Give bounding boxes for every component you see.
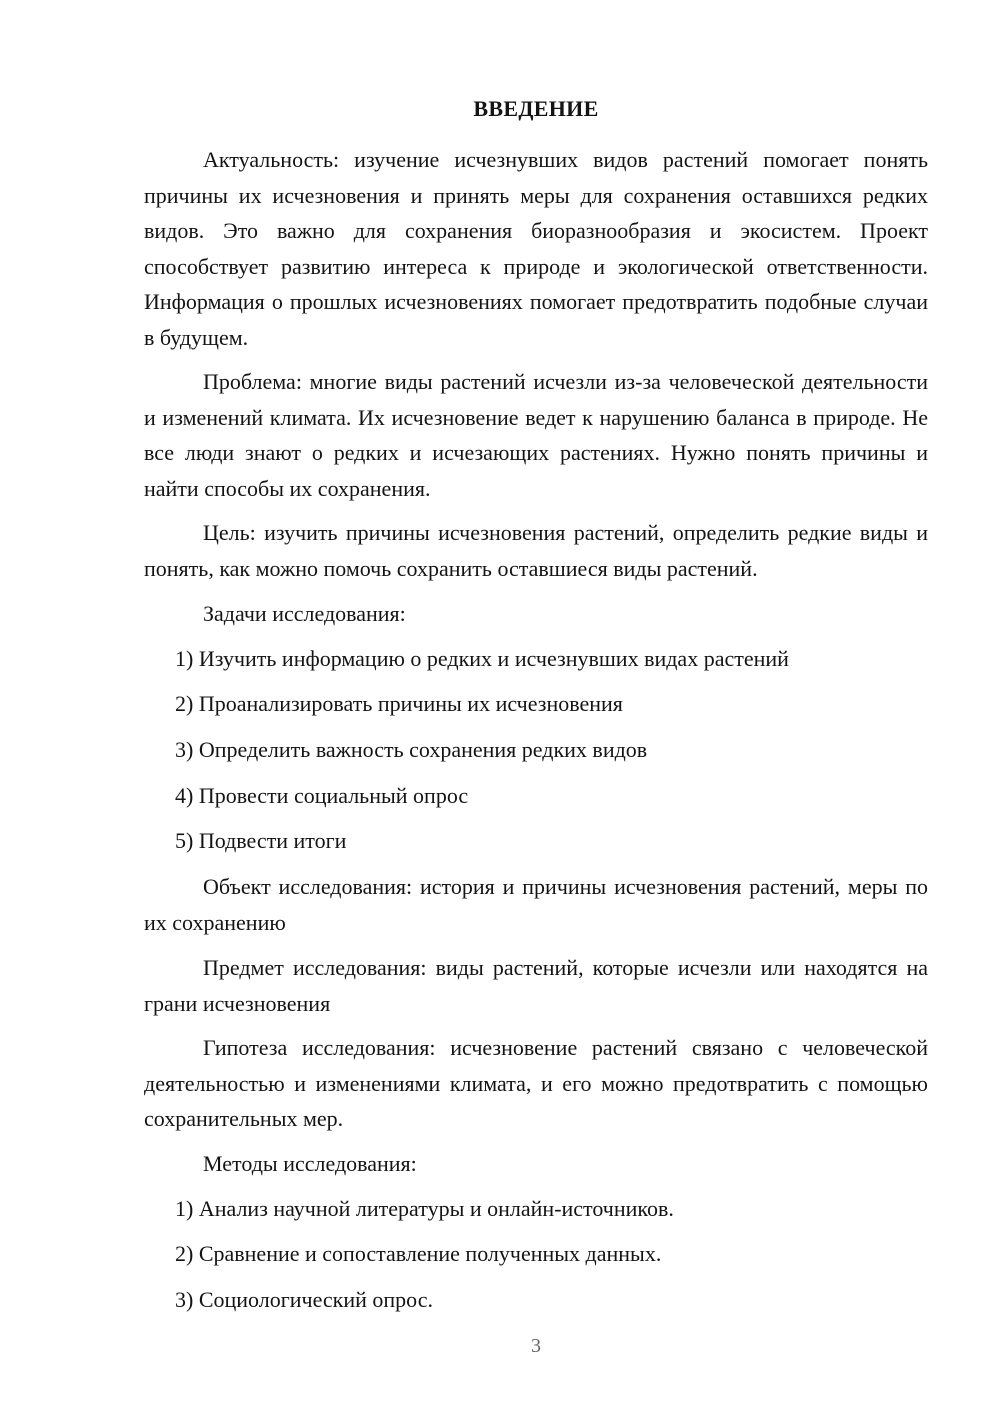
task-item-3: 3) Определить важность сохранения редких видов: [175, 737, 648, 762]
page-number: 3: [531, 1335, 541, 1357]
task-item-2: 2) Проанализировать причины их исчезновения: [175, 691, 623, 716]
paragraph-object: Объект исследования: история и причины исчезновения растений, меры по их сохранению: [144, 874, 928, 935]
tasks-heading: Задачи исследования:: [203, 601, 406, 626]
task-item-5: 5) Подвести итоги: [175, 828, 347, 853]
method-item-3: 3) Социологический опрос.: [175, 1287, 433, 1312]
paragraph-relevance: Актуальность: изучение исчезнувших видов растений помогает понять причины их исчезновения и принять меры для сохранения оставшихся редких видов. Это важно для сохранения биоразнообразия и экосистем. Проект способствует развитию интереса к природе и экологической ответственности. Информация о прошлых исчезновениях помогает предотвратить подобные случаи в будущем.: [144, 147, 928, 350]
page-title: ВВЕДЕНИЕ: [473, 96, 599, 121]
method-item-2: 2) Сравнение и сопоставление полученных данных.: [175, 1241, 662, 1266]
paragraph-problem: Проблема: многие виды растений исчезли из-за человеческой деятельности и изменений климата. Их исчезновение ведет к нарушению баланса в природе. Не все люди знают о редких и исчезающих растениях. Нужно понять причины и найти способы их сохранения.: [144, 369, 928, 501]
paragraph-goal: Цель: изучить причины исчезновения растений, определить редкие виды и понять, как можно помочь сохранить оставшиеся виды растений.: [144, 520, 928, 581]
task-item-1: 1) Изучить информацию о редких и исчезнувших видах растений: [175, 646, 789, 671]
paragraph-subject: Предмет исследования: виды растений, которые исчезли или находятся на грани исчезновения: [144, 955, 928, 1016]
method-item-1: 1) Анализ научной литературы и онлайн-источников.: [175, 1196, 674, 1221]
methods-heading: Методы исследования:: [203, 1151, 417, 1176]
task-item-4: 4) Провести социальный опрос: [175, 783, 469, 808]
paragraph-hypothesis: Гипотеза исследования: исчезновение растений связано с человеческой деятельностью и изменениями климата, и его можно предотвратить с помощью сохранительных мер.: [144, 1035, 928, 1131]
